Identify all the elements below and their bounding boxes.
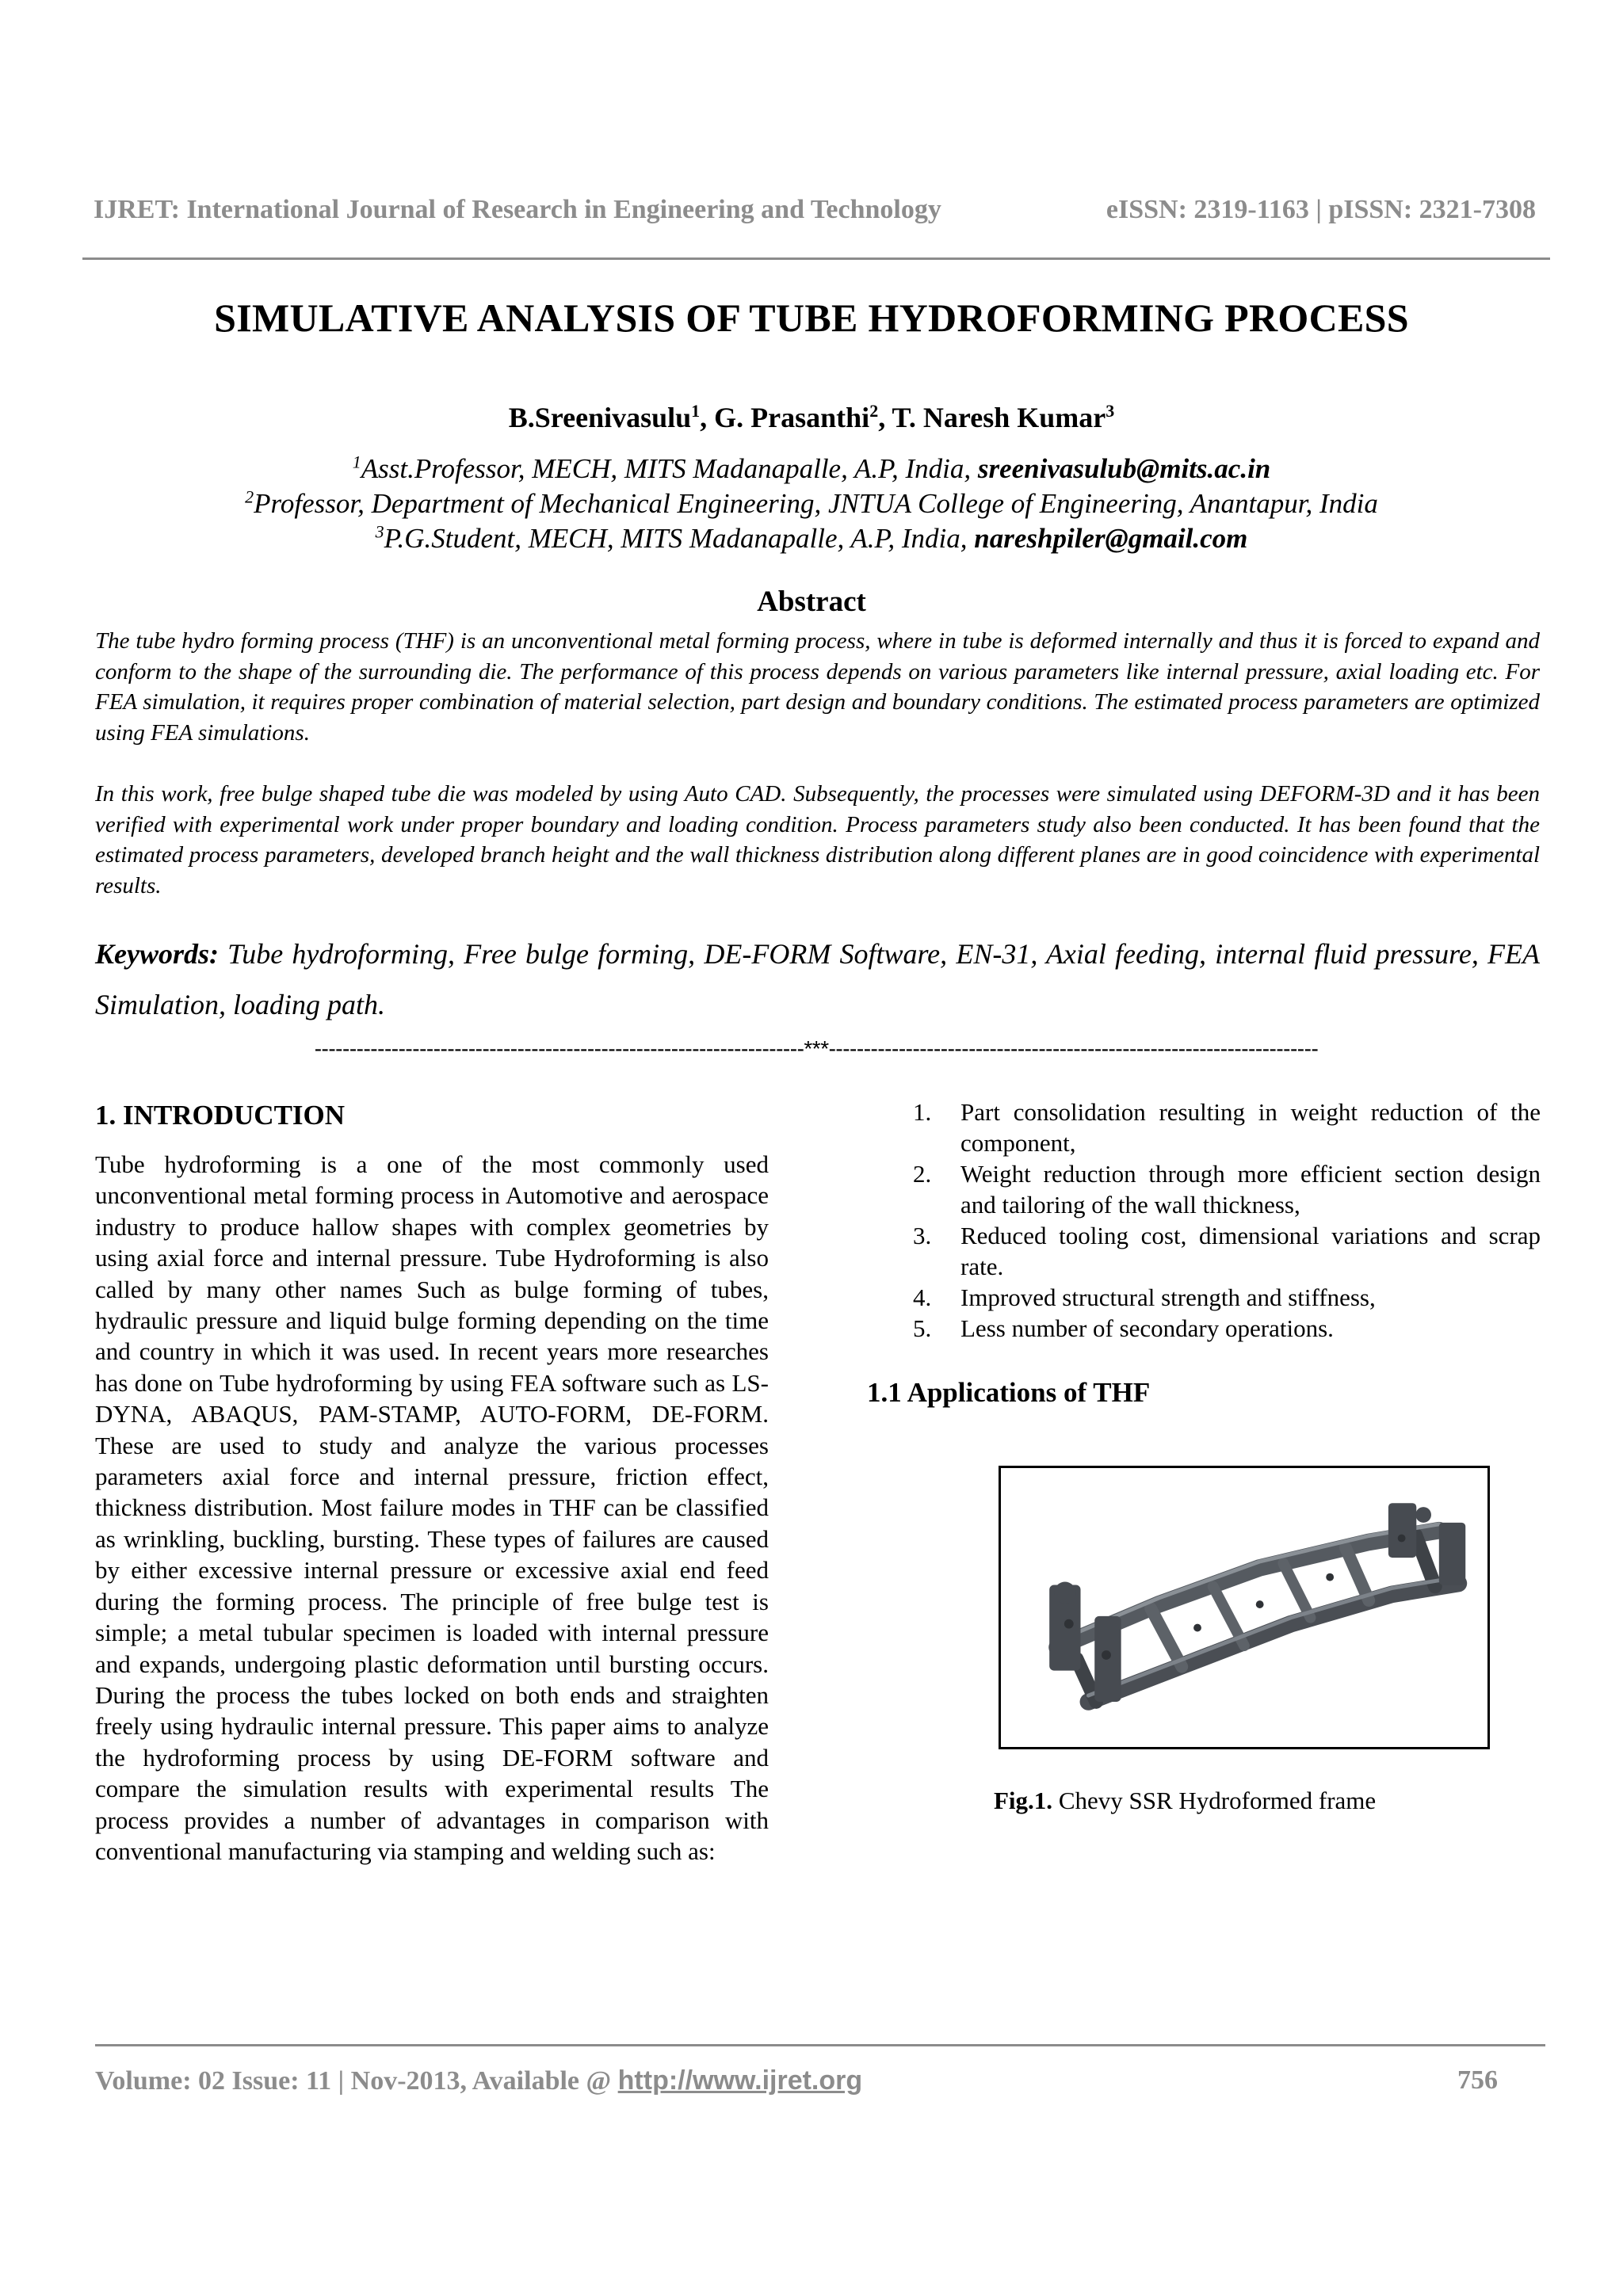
author-name: T. Naresh Kumar bbox=[892, 402, 1106, 433]
affiliation-sup: 3 bbox=[375, 521, 384, 542]
list-item bbox=[867, 1097, 1541, 1158]
list-item bbox=[867, 1158, 1541, 1220]
author-name: G. Prasanthi bbox=[714, 402, 870, 433]
section-divider: ----------------------------------------------------------------------***---------------------------------------------------------------------- bbox=[314, 1036, 1319, 1061]
affiliation-sup: 2 bbox=[245, 486, 254, 507]
list-text: Part consolidation resulting in weight reduction of the component, bbox=[960, 1098, 1541, 1157]
affiliation-1 bbox=[0, 452, 1623, 486]
keywords-text: Tube hydroforming, Free bulge forming, DE-FORM Software, EN-31, Axial feeding, internal fluid pressure, FEA Simulation, loading path. bbox=[95, 938, 1540, 1020]
list-text: Improved structural strength and stiffness, bbox=[960, 1283, 1376, 1311]
footer-volume-text: Volume: 02 Issue: 11 | Nov-2013, Available @ bbox=[95, 2066, 618, 2096]
affiliation-text: Professor, Department of Mechanical Engineering, JNTUA College of Engineering, Anantapur, India bbox=[254, 488, 1378, 519]
author-sup: 1 bbox=[691, 401, 701, 421]
header-rule bbox=[82, 257, 1550, 260]
advantages-list bbox=[867, 1097, 1541, 1344]
figure-label: Fig.1. bbox=[994, 1787, 1053, 1814]
hydroformed-frame-image bbox=[1001, 1468, 1487, 1747]
list-number: 1. bbox=[913, 1098, 932, 1126]
list-item bbox=[867, 1313, 1541, 1344]
list-item bbox=[867, 1282, 1541, 1313]
figure-frame bbox=[999, 1466, 1490, 1749]
figure-caption bbox=[994, 1787, 1376, 1815]
affiliation-sup: 1 bbox=[352, 452, 361, 472]
keywords-separator: : bbox=[209, 938, 228, 970]
affiliation-2 bbox=[0, 486, 1623, 521]
applications-heading: 1.1 Applications of THF bbox=[867, 1377, 1151, 1408]
author-name: B.Sreenivasulu bbox=[508, 402, 692, 433]
footer-volume bbox=[95, 2065, 862, 2096]
list-number: 2. bbox=[913, 1160, 932, 1188]
page-number: 756 bbox=[1457, 2065, 1498, 2095]
figure-caption-text: Chevy SSR Hydroformed frame bbox=[1052, 1787, 1377, 1814]
abstract-heading: Abstract bbox=[757, 585, 866, 618]
journal-name: IJRET: International Journal of Research in Engineering and Technology bbox=[94, 195, 941, 224]
journal-url-link[interactable]: http://www.ijret.org bbox=[617, 2065, 863, 2096]
keywords-label: Keywords bbox=[95, 938, 209, 970]
introduction-heading: 1. INTRODUCTION bbox=[95, 1100, 346, 1131]
author-email-link[interactable]: sreenivasulub@mits.ac.in bbox=[977, 453, 1271, 484]
affiliation-3 bbox=[0, 521, 1623, 556]
list-number: 4. bbox=[913, 1283, 932, 1311]
author-sup: 3 bbox=[1106, 401, 1115, 421]
list-text: Weight reduction through more efficient section design and tailoring of the wall thickness, bbox=[960, 1160, 1541, 1219]
affiliation-text: P.G.Student, MECH, MITS Madanapalle, A.P, India, bbox=[384, 523, 975, 554]
affiliation-text: Asst.Professor, MECH, MITS Madanapalle, A.P, India, bbox=[361, 453, 978, 484]
list-text: Reduced tooling cost, dimensional variations and scrap rate. bbox=[960, 1222, 1541, 1280]
list-text: Less number of secondary operations. bbox=[960, 1314, 1334, 1342]
footer-rule bbox=[95, 2044, 1545, 2046]
author-email-link[interactable]: nareshpiler@gmail.com bbox=[974, 523, 1248, 554]
list-number: 3. bbox=[913, 1222, 932, 1249]
abstract-paragraph-1: The tube hydro forming process (THF) is an unconventional metal forming process, where in tube is deformed internally and thus it is forced to expand and conform to the shape of the surrounding die. The performance of this process depends on various parameters like internal pressure, axial loading etc. For FEA simulation, it requires proper combination of material selection, part design and boundary conditions. The estimated process parameters are optimized using FEA simulations. bbox=[95, 628, 1540, 746]
paper-title: SIMULATIVE ANALYSIS OF TUBE HYDROFORMING PROCESS bbox=[214, 296, 1409, 340]
list-number: 5. bbox=[913, 1314, 932, 1342]
author-sup: 2 bbox=[869, 401, 879, 421]
keywords bbox=[95, 929, 1540, 1030]
running-footer bbox=[95, 2065, 1498, 2096]
introduction-text: Tube hydroforming is a one of the most commonly used unconventional metal forming process in Automotive and aerospace industry to produce hallow shapes with complex geometries by using axial force and internal pressure. Tube Hydroforming is also called by many other names Such as bulge forming of tubes, hydraulic pressure and liquid bulge forming depending on the time and country in which it was used. In recent years more researches has done on Tube hydroforming by using FEA software such as LS-DYNA, ABAQUS, PAM-STAMP, AUTO-FORM, DE-FORM. These are used to study and analyze the various processes parameters axial force and internal pressure, friction effect, thickness distribution. Most failure modes in THF can be classified as wrinkling, buckling, bursting. These types of failures are caused by either excessive internal pressure or excessive axial end feed during the forming process. The principle of free bulge test is simple; a metal tubular specimen is loaded with internal pressure and expands, undergoing plastic deformation until bursting occurs. During the process the tubes locked on both ends and straighten freely using hydraulic internal pressure. This paper aims to analyze the hydroforming process by using DE-FORM software and compare the simulation results with experimental results The process provides a number of advantages in comparison with conventional manufacturing via stamping and welding such as: bbox=[95, 1150, 769, 1865]
list-item bbox=[867, 1220, 1541, 1282]
author-line: B.Sreenivasulu$^1$, G. Prasanthi$^2$, T. Naresh Kumar$^3$ bbox=[508, 401, 1115, 433]
abstract-paragraph-2: In this work, free bulge shaped tube die was modeled by using Auto CAD. Subsequently, the processes were simulated using DEFORM-3D and it has been verified with experimental work under proper boundary and loading condition. Process parameters study also been conducted. It has been found that the estimated process parameters, developed branch height and the wall thickness distribution along different planes are in good coincidence with experimental results. bbox=[95, 781, 1540, 898]
journal-issn: eISSN: 2319-1163 | pISSN: 2321-7308 bbox=[1106, 195, 1536, 224]
running-header bbox=[94, 195, 1536, 225]
